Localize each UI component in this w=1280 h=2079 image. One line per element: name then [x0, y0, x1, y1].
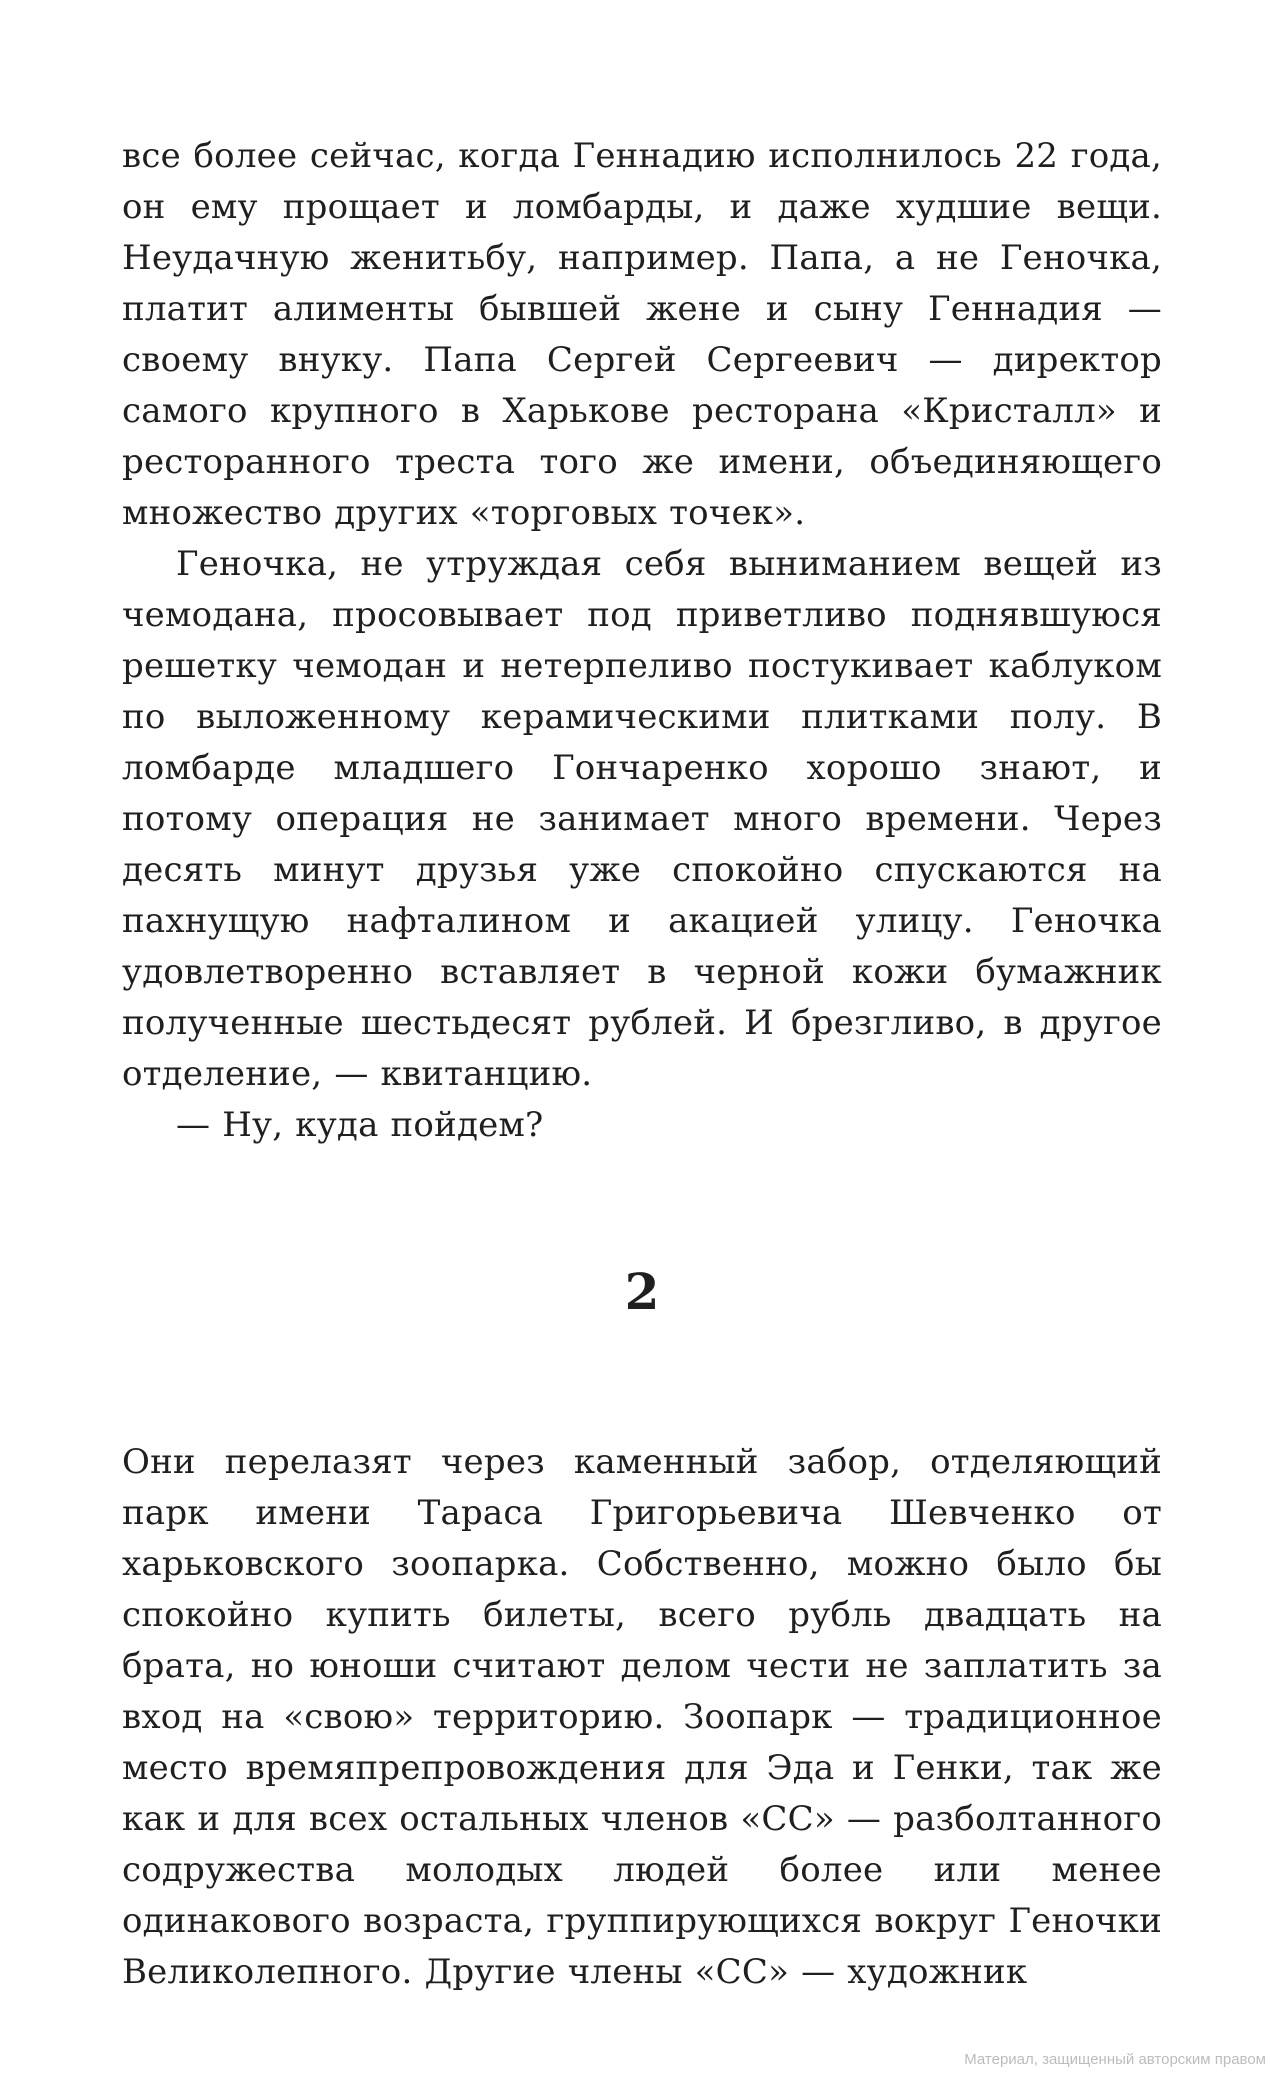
paragraph-continuation: все более сейчас, когда Геннадию исполнилось 22 года, он ему прощает и ломбарды, и даже худшие вещи. Неудачную женитьбу, например. Папа, а не Геночка, платит алименты бывшей жене и сыну Геннадия — своему внуку. Папа Сергей Сергеевич — директор самого крупного в Харькове ресторана «Кристалл» и ресторанного треста того же имени, объединяющего множество других «торговых точек». — [122, 136, 1162, 533]
page-text-top — [122, 131, 1162, 1151]
chapter-heading: 2 — [624, 1262, 660, 1321]
paragraph-dialogue: — Ну, куда пойдем? — [176, 1105, 544, 1145]
page-text-chapter — [122, 1437, 1162, 1998]
paragraph-pawnshop: Геночка, не утруждая себя выниманием вещей из чемодана, просовывает под приветливо поднявшуюся решетку чемодан и нетерпеливо постукивает каблуком по выложенному керамическими плитками полу. В ломбарде младшего Гончаренко хорошо знают, и потому операция не занимает много времени. Через десять минут друзья уже спокойно спускаются на пахнущую нафталином и акацией улицу. Геночка удовлетворенно вставляет в черной кожи бумажник полученные шестьдесят рублей. И брезгливо, в другое отделение, — квитанцию. — [122, 544, 1162, 1094]
copyright-watermark: Материал, защищенный авторским правом — [964, 2051, 1266, 2068]
paragraph-zoo: Они перелазят через каменный забор, отделяющий парк имени Тараса Григорьевича Шевченко от харьковского зоопарка. Собственно, можно было бы спокойно купить билеты, всего рубль двадцать на брата, но юноши считают делом чести не заплатить за вход на «свою» территорию. Зоопарк — традиционное место времяпрепровождения для Эда и Генки, так же как и для всех остальных членов «СС» — разболтанного содружества молодых людей более или менее одинакового возраста, группирующихся вокруг Геночки Великолепного. Другие члены «СС» — художник — [122, 1442, 1162, 1992]
